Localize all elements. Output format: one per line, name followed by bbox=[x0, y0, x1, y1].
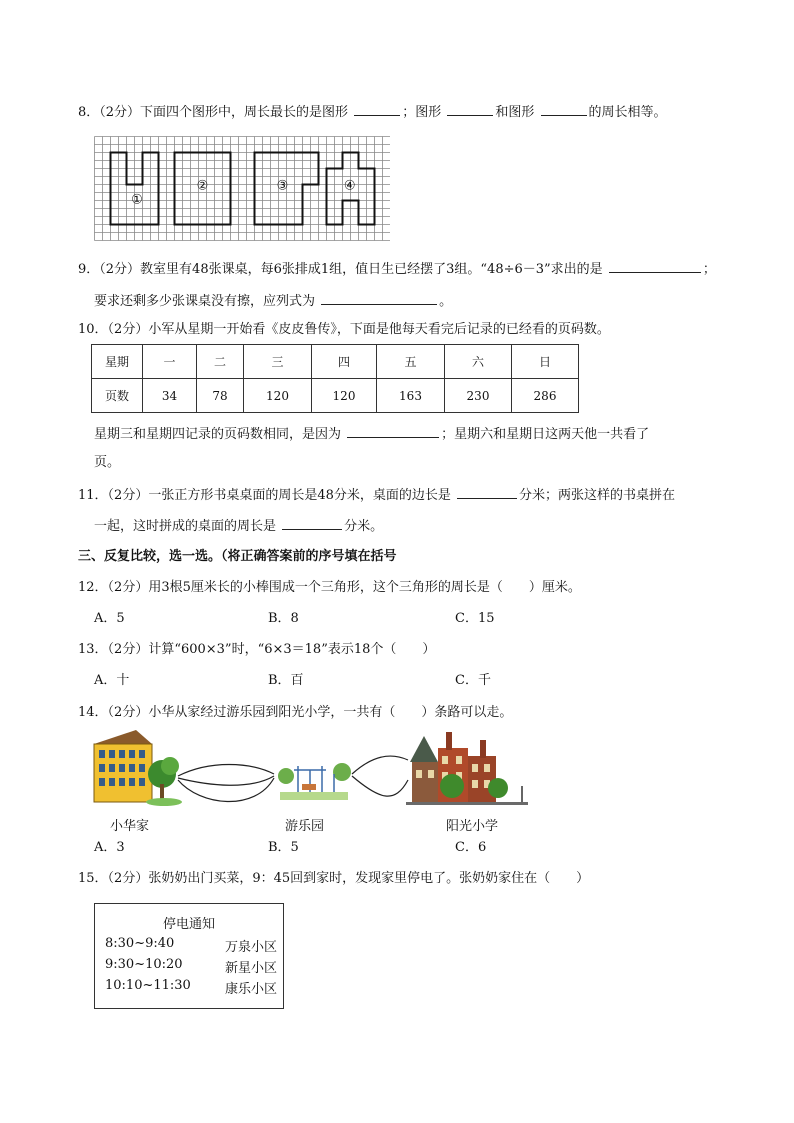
q9-blank-2[interactable] bbox=[321, 292, 437, 305]
q8-sep: ；图形 bbox=[402, 105, 442, 120]
park-icon bbox=[278, 763, 351, 800]
table-row bbox=[92, 345, 579, 379]
label-school: 阳光小学 bbox=[446, 819, 499, 834]
table-row bbox=[92, 379, 579, 413]
q11-text: 11．（2分）一张正方形书桌桌面的周长是48分米，桌面的边长是 bbox=[78, 488, 451, 503]
q13-option-b[interactable]: B．百 bbox=[268, 673, 304, 688]
notice-time: 8:30~9:40 bbox=[105, 936, 175, 951]
shape-label-4: ④ bbox=[343, 178, 356, 194]
section-3-title: 三、反复比较，选一选。（将正确答案前的序号填在括号 bbox=[78, 549, 397, 564]
q13-option-c[interactable]: C．千 bbox=[455, 673, 491, 688]
road-lines-2 bbox=[352, 756, 408, 796]
question-12: 12．（2分）用3根5厘米长的小棒围成一个三角形，这个三角形的周长是（ ）厘米。 bbox=[78, 580, 581, 595]
q10-after2: 页。 bbox=[94, 455, 121, 470]
table-cell: 四 bbox=[312, 345, 377, 379]
table-cell: 163 bbox=[377, 379, 445, 413]
q11-end1: 分米；两张这样的书桌拼在 bbox=[519, 488, 676, 503]
question-10-line3 bbox=[94, 455, 120, 471]
perimeter-grid-figure bbox=[94, 136, 390, 241]
q9-end1: ； bbox=[702, 262, 716, 277]
q11-text2: 一起，这时拼成的桌面的周长是 bbox=[94, 519, 277, 534]
question-11-line2 bbox=[94, 517, 383, 535]
q13-option-a[interactable]: A．十 bbox=[94, 673, 130, 688]
table-cell: 一 bbox=[143, 345, 197, 379]
q8-text: 8．（2分）下面四个图形中，周长最长的是图形 bbox=[78, 105, 349, 120]
q9-text2: 要求还剩多少张课桌没有擦，应列式为 bbox=[94, 294, 316, 309]
question-14: 14．（2分）小华从家经过游乐园到阳光小学，一共有（ ）条路可以走。 bbox=[78, 705, 513, 720]
route-illustration bbox=[90, 726, 530, 810]
q14-option-c[interactable]: C．6 bbox=[455, 840, 487, 855]
q8-and: 和图形 bbox=[495, 105, 535, 120]
pages-table bbox=[91, 344, 579, 413]
table-cell: 120 bbox=[244, 379, 312, 413]
house-icon bbox=[94, 730, 182, 806]
notice-area: 新星小区 bbox=[224, 961, 277, 976]
table-cell: 34 bbox=[143, 379, 197, 413]
table-cell: 78 bbox=[197, 379, 244, 413]
q11-blank-1[interactable] bbox=[457, 486, 517, 499]
table-cell: 星期 bbox=[92, 345, 143, 379]
question-9-line1 bbox=[78, 260, 716, 278]
question-13: 13．（2分）计算“600×3”时，“6×3＝18”表示18个（ ） bbox=[78, 642, 436, 657]
q11-end2: 分米。 bbox=[344, 519, 384, 534]
q8-blank-2[interactable] bbox=[447, 103, 493, 116]
table-cell: 286 bbox=[512, 379, 579, 413]
q10-blank-1[interactable] bbox=[347, 425, 439, 438]
power-outage-notice bbox=[94, 903, 284, 1009]
table-cell: 230 bbox=[445, 379, 512, 413]
q12-option-a[interactable]: A．5 bbox=[94, 611, 125, 626]
school-icon bbox=[406, 732, 528, 805]
table-cell: 五 bbox=[377, 345, 445, 379]
q9-end2: 。 bbox=[439, 294, 453, 309]
shape-label-2: ② bbox=[196, 178, 209, 194]
question-10-line2 bbox=[94, 425, 649, 443]
question-15: 15．（2分）张奶奶出门买菜，9：45回到家时，发现家里停电了。张奶奶家住在（ ） bbox=[78, 871, 590, 886]
q8-blank-1[interactable] bbox=[354, 103, 400, 116]
q10-text: 10．（2分）小军从星期一开始看《皮皮鲁传》，下面是他每天看完后记录的已经看的页码数。 bbox=[78, 322, 610, 337]
question-10 bbox=[78, 322, 610, 338]
notice-time: 9:30~10:20 bbox=[105, 957, 183, 972]
q11-blank-2[interactable] bbox=[282, 517, 342, 530]
road-lines-1 bbox=[178, 765, 274, 802]
label-home: 小华家 bbox=[110, 819, 150, 834]
q14-option-a[interactable]: A．3 bbox=[94, 840, 125, 855]
q9-blank-1[interactable] bbox=[609, 260, 701, 273]
q10-after-end: ；星期六和星期日这两天他一共看了 bbox=[441, 427, 650, 442]
shape-label-1: ① bbox=[131, 192, 143, 208]
table-cell: 日 bbox=[512, 345, 579, 379]
q10-after: 星期三和星期四记录的页码数相同，是因为 bbox=[94, 427, 342, 442]
q14-option-b[interactable]: B．5 bbox=[268, 840, 299, 855]
table-cell: 三 bbox=[244, 345, 312, 379]
notice-title: 停电通知 bbox=[162, 917, 215, 932]
question-11-line1 bbox=[78, 486, 675, 504]
table-cell: 页数 bbox=[92, 379, 143, 413]
table-cell: 二 bbox=[197, 345, 244, 379]
shape-label-3: ③ bbox=[276, 178, 289, 194]
q12-option-b[interactable]: B．8 bbox=[268, 611, 299, 626]
q12-option-c[interactable]: C．15 bbox=[455, 611, 495, 626]
q8-blank-3[interactable] bbox=[541, 103, 587, 116]
label-park: 游乐园 bbox=[285, 819, 325, 834]
q8-tail: 的周长相等。 bbox=[588, 105, 667, 120]
table-cell: 120 bbox=[312, 379, 377, 413]
table-cell: 六 bbox=[445, 345, 512, 379]
notice-area: 康乐小区 bbox=[224, 982, 277, 997]
question-8 bbox=[78, 103, 667, 121]
notice-time: 10:10~11:30 bbox=[105, 978, 191, 993]
q9-text: 9．（2分）教室里有48张课桌，每6张排成1组，值日生已经摆了3组。“48÷6－3”求出的是 bbox=[78, 262, 603, 277]
question-9-line2 bbox=[94, 292, 452, 310]
notice-area: 万泉小区 bbox=[224, 940, 277, 955]
